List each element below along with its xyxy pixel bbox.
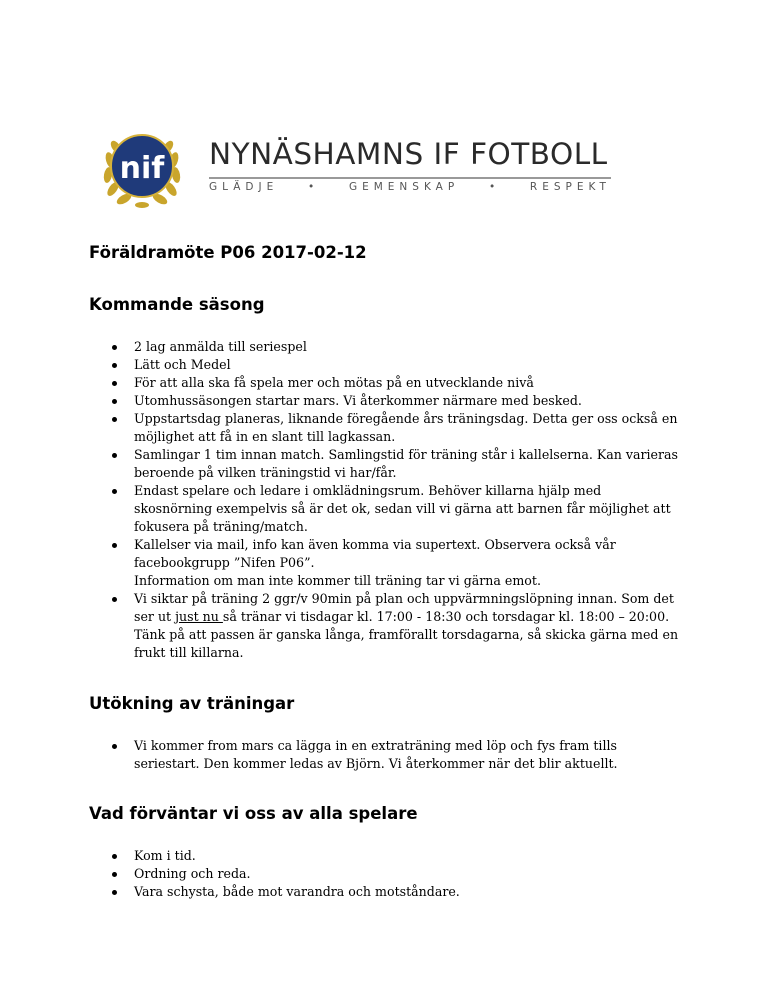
list-item: Utomhussäsongen startar mars. Vi återkommer närmare med besked. (134, 392, 694, 410)
list-item: 2 lag anmälda till seriespel (134, 338, 694, 356)
training-list (134, 737, 694, 773)
document-title: Föräldramöte P06 2017-02-12 (89, 243, 367, 262)
expectations-list (134, 847, 694, 901)
club-tagline (209, 181, 611, 193)
list-item: Vara schysta, både mot varandra och motståndare. (134, 883, 694, 901)
season-list (134, 338, 694, 662)
list-item: Kom i tid. (134, 847, 694, 865)
list-item: Uppstartsdag planeras, liknande föregående års träningsdag. Detta ger oss också en möjlighet att få in en slant till lagkassan. (134, 410, 694, 446)
list-item: För att alla ska få spela mer och mötas på en utvecklande nivå (134, 374, 694, 392)
club-name: NYNÄSHAMNS IF FOTBOLL (209, 137, 608, 171)
tagline-dot: • (308, 181, 320, 193)
list-item: Kallelser via mail, info kan även komma via supertext. Observera också vår facebookgrupp ”Nifen P06”. Information om man inte kommer till träning tar vi gärna emot. (134, 536, 694, 590)
tagline-dot: • (488, 181, 501, 193)
section-heading-training: Utökning av träningar (89, 694, 295, 713)
section-heading-expectations: Vad förväntar vi oss av alla spelare (89, 804, 418, 823)
list-item: Samlingar 1 tim innan match. Samlingstid för träning står i kallelserna. Kan varieras beroende på vilken träningstid vi har/får. (134, 446, 694, 482)
logo-divider (209, 177, 611, 179)
list-item: Lätt och Medel (134, 356, 694, 374)
tagline-word: RESPEKT (529, 181, 611, 193)
club-badge-icon (100, 120, 184, 210)
list-item: Vi kommer from mars ca lägga in en extraträning med löp och fys fram tills seriestart. Den kommer ledas av Björn. Vi återkommer när det blir aktuellt. (134, 737, 694, 773)
section-heading-season: Kommande säsong (89, 295, 265, 314)
tagline-word: GLÄDJE (209, 181, 279, 193)
list-item: Ordning och reda. (134, 865, 694, 883)
list-item: Endast spelare och ledare i omklädningsrum. Behöver killarna hjälp med skosnörning exempelvis så är det ok, sedan vill vi gärna att barnen får möjlighet att fokusera på träning/match. (134, 482, 694, 536)
tagline-word: GEMENSKAP (348, 181, 460, 193)
underlined-text: just nu (175, 609, 223, 624)
list-item: Vi siktar på träning 2 ggr/v 90min på plan och uppvärmningslöpning innan. Som det ser ut just nu så tränar vi tisdagar kl. 17:00 - 18:30 och torsdagar kl. 18:00 – 20:00. Tänk på att passen är ganska långa, framförallt torsdagarna, så skicka gärna med en frukt till killarna. (134, 590, 694, 662)
svg-text:nif: nif (119, 151, 165, 186)
club-logo (100, 120, 620, 210)
